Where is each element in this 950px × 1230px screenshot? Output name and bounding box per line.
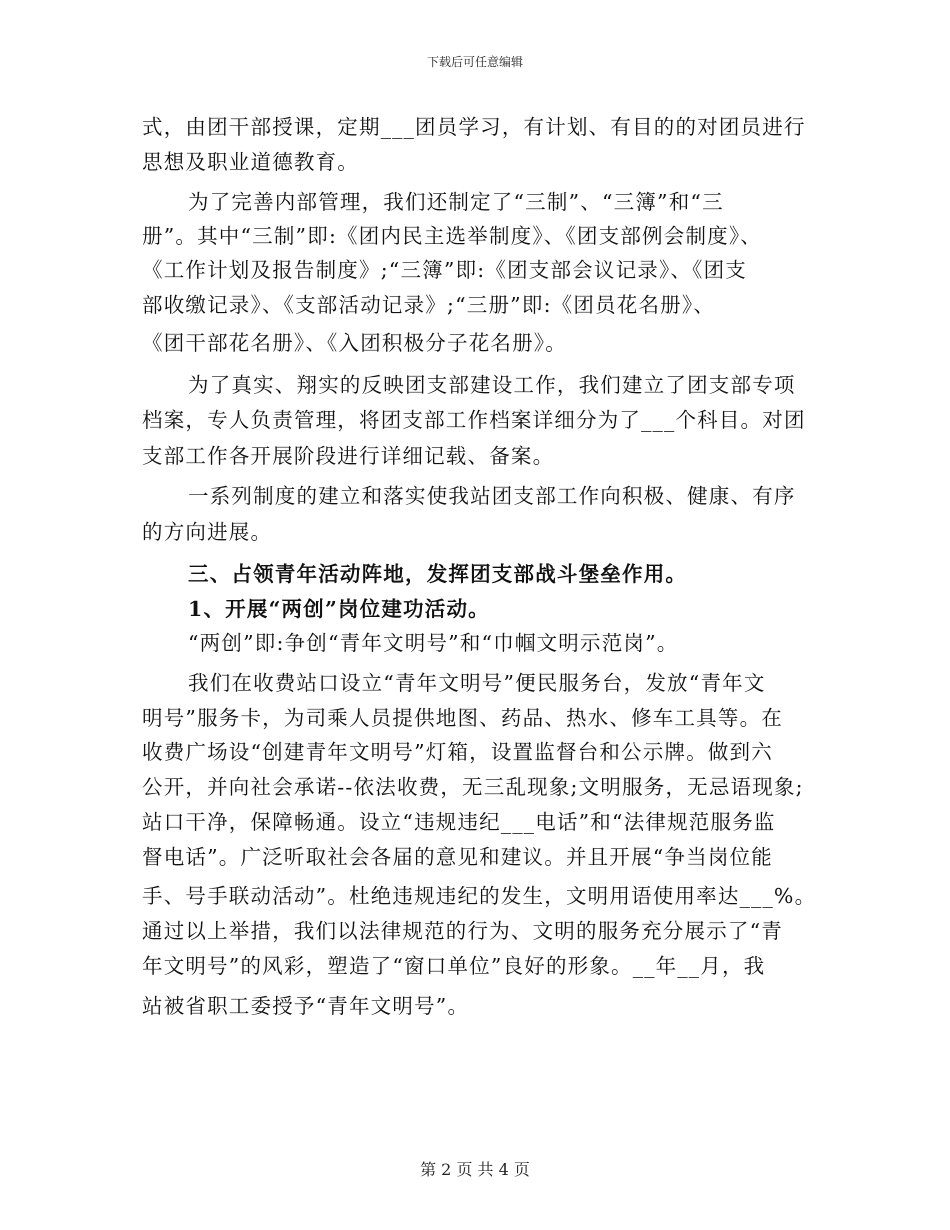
text-line: 《工作计划及报告制度》;“三簿”即:《团支部会议记录》、《团支 [142,258,747,282]
text-line: 站被省职工委授予“青年文明号”。 [142,994,470,1018]
text-line: 通过以上举措，我们以法律规范的行为、文明的服务充分展示了“青 [142,919,783,943]
page-header: 下载后可任意编辑 [426,55,523,69]
text-line: 手、号手联动活动”。杜绝违规违纪的发生，文明用语使用率达___%。 [142,884,817,908]
text-line: 年文明号”的风彩，塑造了“窗口单位”良好的形象。__年__月，我 [142,954,766,978]
text-line: 式，由团干部授课，定期___团员学习，有计划、有目的的对团员进行 [142,115,806,139]
text-line: 《团干部花名册》、《入团积极分子花名册》。 [142,331,567,355]
text-line: 的方向进展。 [142,520,273,544]
text-line: 收费广场设“创建青年文明号”灯箱，设置监督台和公示牌。做到六 [142,740,773,764]
text-line: 督电话”。广泛听取社会各届的意见和建议。并且开展“争当岗位能 [142,845,773,869]
text-line: “两创”即:争创“青年文明号”和“巾帼文明示范岗”。 [188,631,679,655]
text-line: 三、占领青年活动阵地，发挥团支部战斗堡垒作用。 [188,562,688,586]
text-line: 明号”服务卡，为司乘人员提供地图、药品、热水、修车工具等。在 [142,706,783,730]
text-line: 档案，专人负责管理，将团支部工作档案详细分为了___个科目。对团 [142,408,806,432]
text-line: 1、开展“两创”岗位建功活动。 [188,597,490,621]
page-footer: 第 2 页 共 4 页 [420,1160,530,1179]
text-line: 公开，并向社会承诺--依法收费，无三乱现象;文明服务，无忌语现象; [142,775,804,799]
text-line: 一系列制度的建立和落实使我站团支部工作向积极、健康、有序 [188,484,796,508]
text-line: 站口干净，保障畅通。设立“违规违纪___电话”和“法律规范服务监 [142,810,776,834]
text-line: 册”。其中“三制”即:《团内民主选举制度》、《团支部例会制度》、 [142,224,762,248]
text-line: 为了完善内部管理，我们还制定了“三制”、“三簿”和“三 [188,190,724,214]
text-line: 我们在收费站口设立“青年文明号”便民服务台，发放“青年文 [188,671,766,695]
text-line: 部收缴记录》、《支部活动记录》;“三册”即:《团员花名册》、 [142,293,716,317]
text-line: 思想及职业道德教育。 [142,150,359,174]
text-line: 支部工作各开展阶段进行详细记载、备案。 [142,444,555,468]
text-line: 为了真实、翔实的反映团支部建设工作，我们建立了团支部专项 [188,373,796,397]
